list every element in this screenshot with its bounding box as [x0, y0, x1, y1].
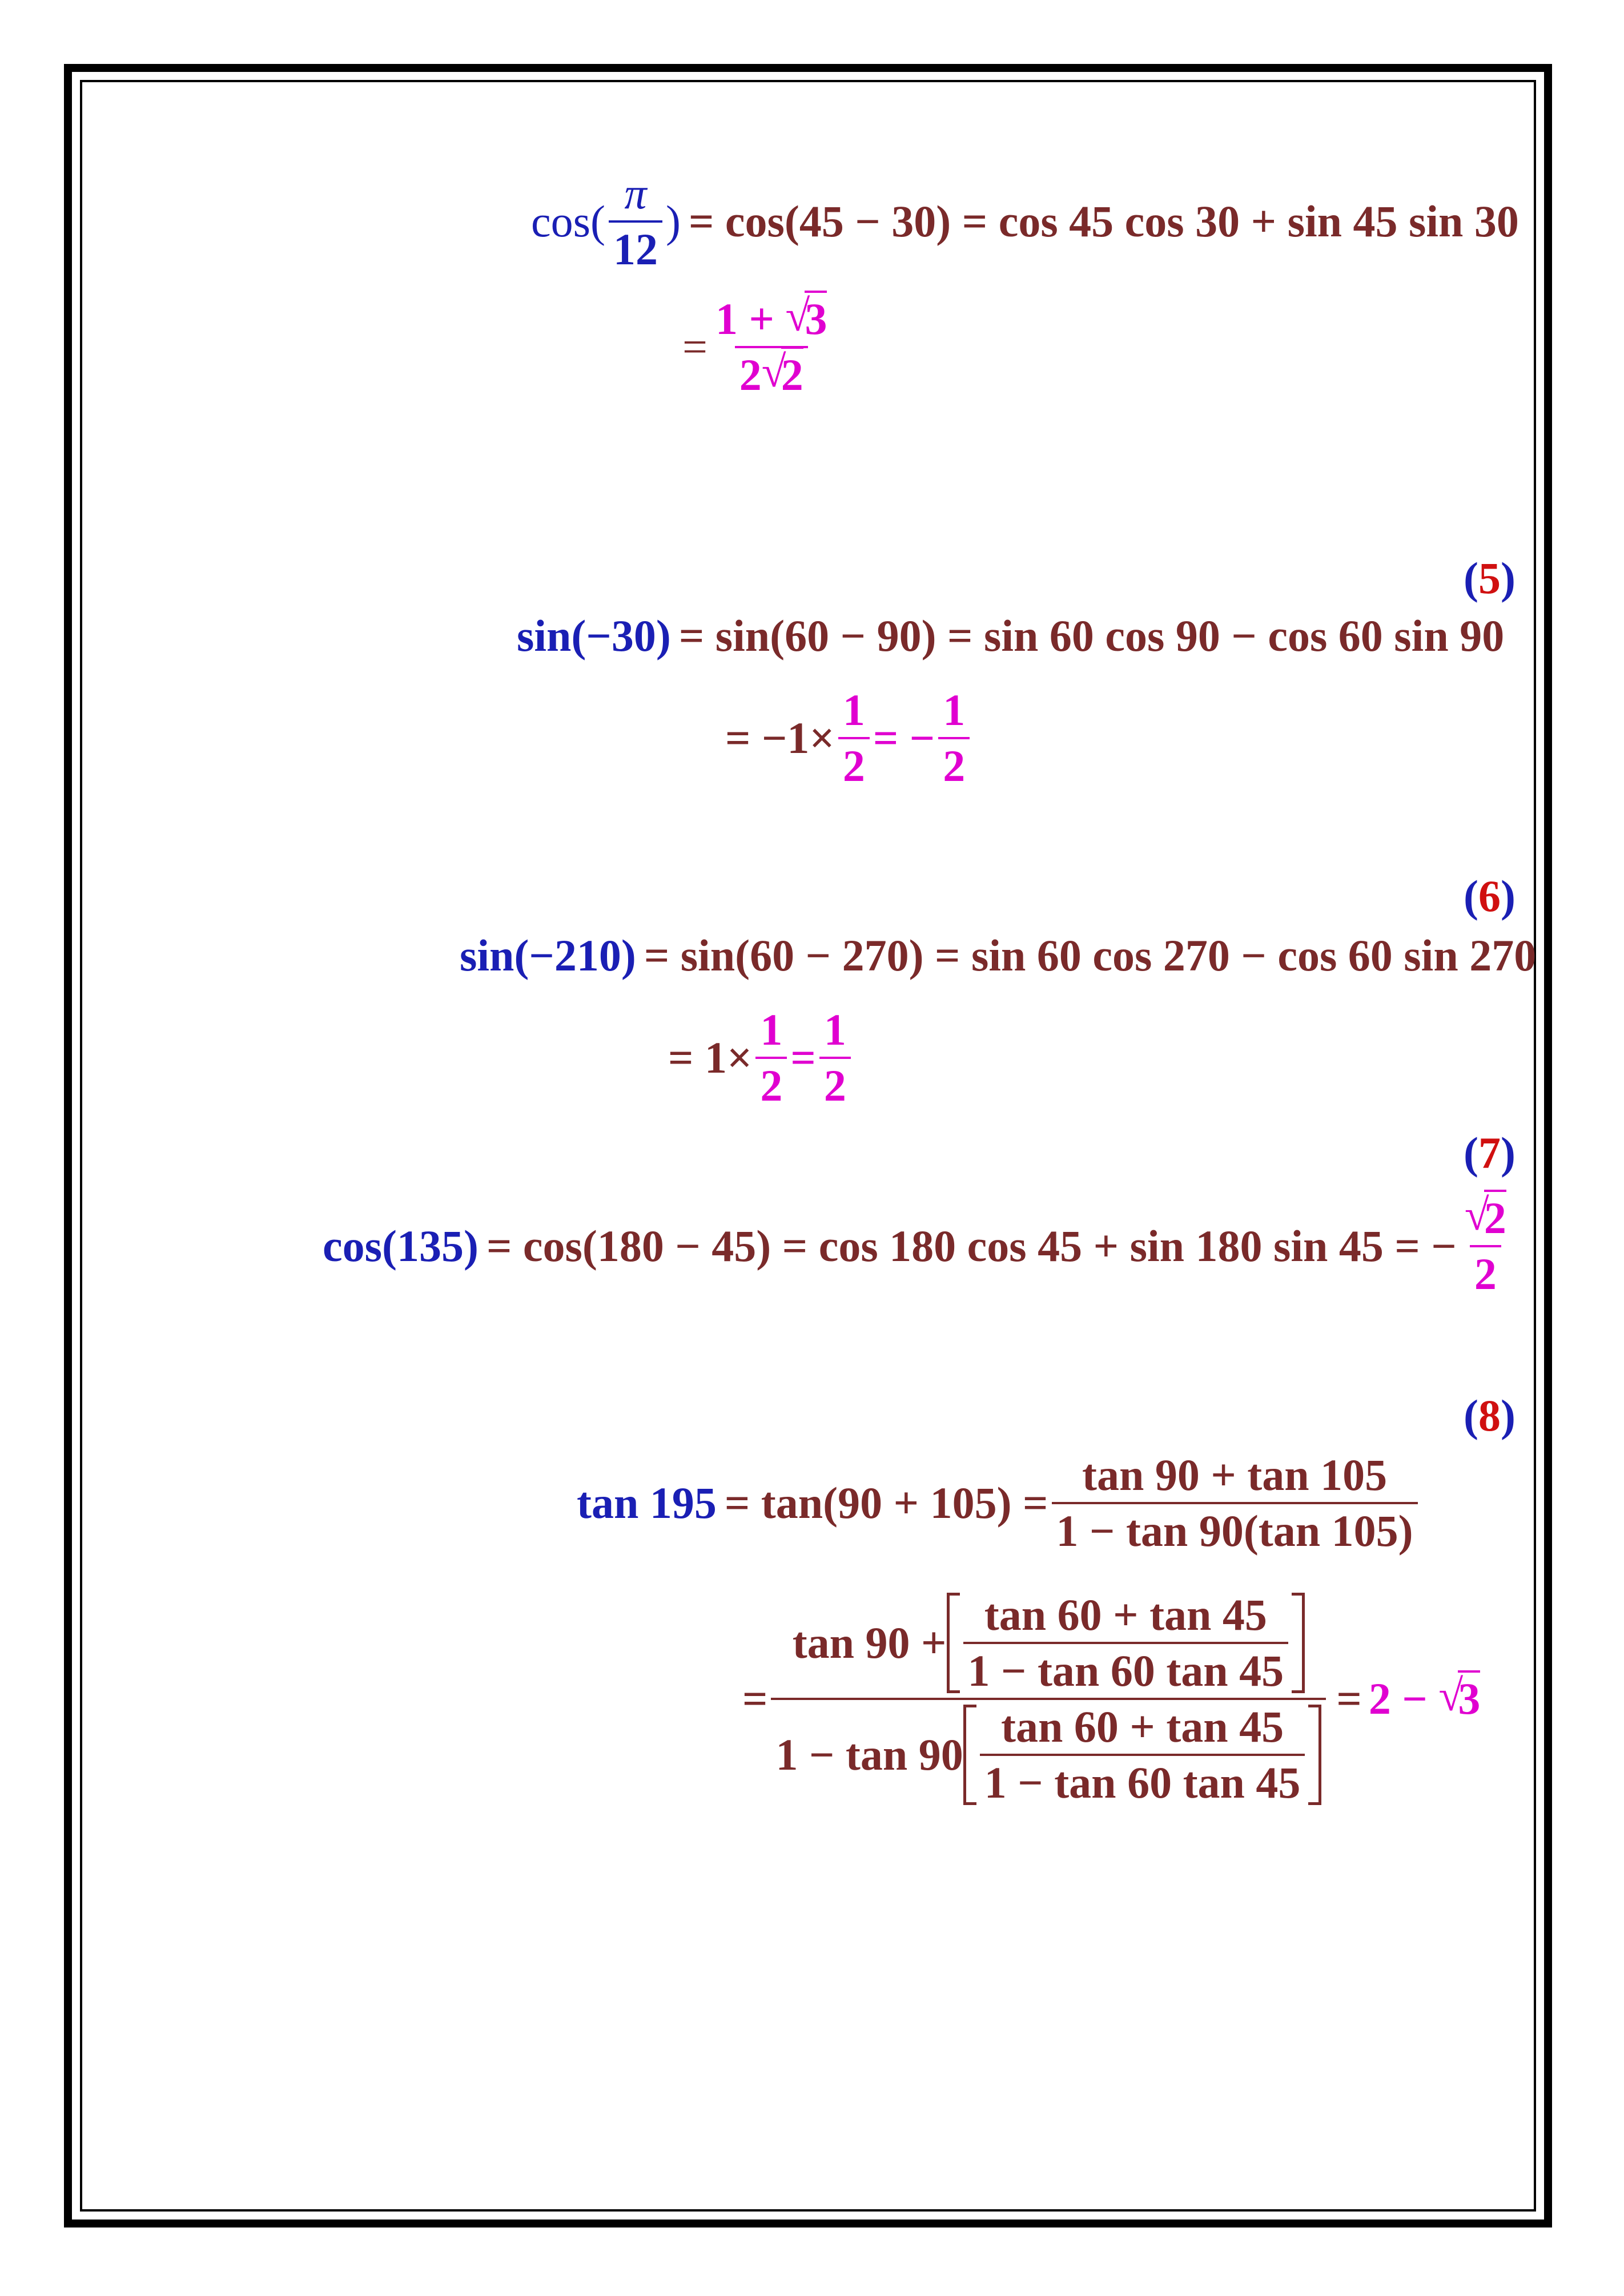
eq7-fraction: √ $\frac{2}{2}$: [1460, 1196, 1511, 1296]
equation-5-label: (5): [1464, 553, 1516, 603]
equation-8-line-1: [577, 1450, 1421, 1556]
eq8-result-eq: =: [1336, 1674, 1362, 1723]
eq8-step2-eq: =: [742, 1674, 768, 1723]
eq4-lhs-den: 12: [609, 220, 662, 272]
equation-7-label: (7): [1464, 1128, 1516, 1178]
eq8-inner-fraction-1: $\frac{\tan 60 + \tan 45}{1 - \tan 60 \tan 45}$: [963, 1593, 1289, 1693]
eq4-rhs-1: = cos(45 − 30) = cos 45 cos 30 + sin 45 sin 30: [688, 196, 1519, 246]
eq6-lhs: sin(−210): [460, 931, 636, 980]
eq6-step2-pre: = 1×: [668, 1033, 753, 1082]
eq5-fraction-1: $\frac{1}{2}$: [838, 688, 870, 788]
eq7-rhs-1: = cos(180 − 45) = cos 180 cos 45 + sin 180 sin 45 = −: [486, 1221, 1457, 1271]
sqrt-symbol: √ 2: [1465, 1196, 1506, 1240]
eq8-big-den-pre: 1 − tan 90: [775, 1730, 963, 1779]
equation-6-label: (6): [1464, 871, 1516, 921]
eq4-step2-fraction: [711, 294, 831, 400]
eq4-lhs-num: π: [624, 168, 647, 218]
eq8-inner-fraction-2: $\frac{\tan 60 + \tan 45}{1 - \tan 60 \tan 45}$: [980, 1705, 1305, 1805]
equation-6-line-2: [668, 1005, 854, 1110]
eq5-step2-mid: = −: [873, 713, 935, 763]
sqrt-symbol: √ 3: [1438, 1677, 1480, 1721]
eq8-bracket-2: [963, 1702, 1322, 1807]
sqrt-symbol: √ 3: [785, 297, 827, 341]
eq8-rhs-1: = tan(90 + 105) =: [724, 1478, 1048, 1528]
eq8-big-fraction: [771, 1590, 1326, 1807]
eq4-step2-den: 2: [739, 350, 762, 400]
page-border-inner: [80, 80, 1536, 2212]
eq5-rhs-1: = sin(60 − 90) = sin 60 cos 90 − cos 60 sin 90: [678, 611, 1505, 660]
eq5-lhs: sin(−30): [517, 611, 671, 660]
eq4-lhs-fraction: [609, 168, 662, 274]
eq8-lhs: tan 195: [577, 1478, 717, 1528]
eq8-fraction: $\frac{\tan 90 + \tan 105}{1 - \tan 90(\tan 105)}$: [1052, 1453, 1418, 1553]
eq8-result: 2 − √ 3: [1369, 1677, 1480, 1721]
equation-6-line-1: [460, 933, 1536, 978]
eq4-step2-eq: =: [682, 322, 708, 372]
eq8-big-num-pre: tan 90 +: [792, 1618, 947, 1667]
eq4-step2-num: 1 +: [715, 294, 786, 344]
eq6-fraction-1: $\frac{1}{2}$: [755, 1008, 787, 1108]
sqrt-symbol: √ 2: [762, 353, 803, 397]
eq4-lhs-fn: cos(: [531, 196, 605, 246]
equation-8-label: (8): [1464, 1391, 1516, 1440]
eq5-fraction-2: $\frac{1}{2}$: [938, 688, 970, 788]
eq6-rhs-1: = sin(60 − 270) = sin 60 cos 270 − cos 60 sin 270: [644, 931, 1537, 980]
eq6-fraction-2: $\frac{1}{2}$: [819, 1008, 851, 1108]
equation-5-line-2: [725, 685, 973, 791]
eq7-lhs: cos(135): [323, 1221, 479, 1271]
eq4-lhs-close: ): [665, 196, 681, 246]
equation-7-line-1: [323, 1193, 1514, 1299]
eq5-step2-pre: = −1×: [725, 713, 835, 763]
eq6-step2-mid: =: [790, 1033, 816, 1082]
equation-4-line-2: [682, 294, 835, 400]
equation-8-line-2: [742, 1590, 1481, 1807]
equation-5-line-1: [517, 611, 1505, 660]
eq8-bracket-1: [947, 1590, 1305, 1695]
equation-4-line-1: [531, 168, 1519, 274]
